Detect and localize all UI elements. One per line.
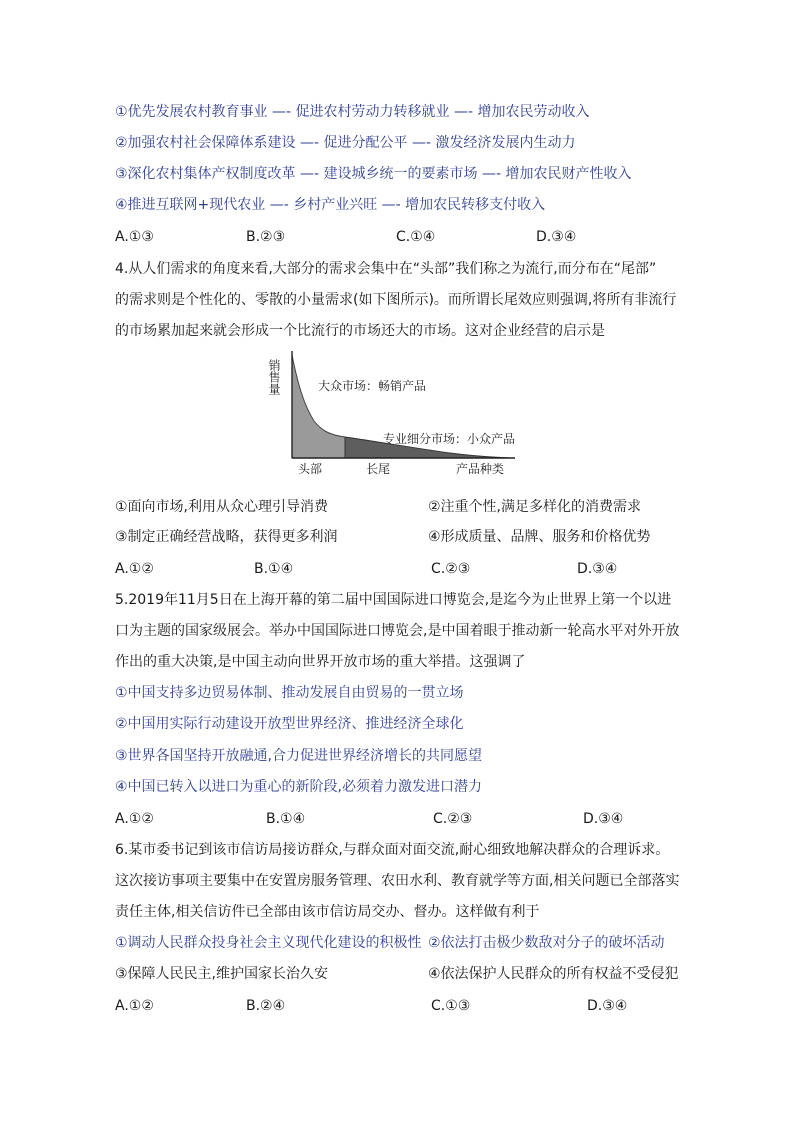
q6-answer-a[interactable]: A.①②: [115, 998, 154, 1014]
q6-stem-line-3: 责任主体,相关信访件已全部由该市信访局交办、督办。这样做有利于: [115, 904, 540, 920]
q5-answer-row: [115, 809, 695, 829]
q5-option-3: ③世界各国坚持开放融通,合力促进世界经济增长的共同愿望: [115, 748, 482, 764]
q5-option-4: ④中国已转入以进口为重心的新阶段,必须着力激发进口潜力: [115, 779, 482, 795]
q4-option-3: ③制定正确经营战略，获得更多利润: [115, 529, 338, 545]
long-tail-chart: [267, 345, 530, 480]
q5-answer-d[interactable]: D.③④: [583, 811, 624, 827]
q4-answer-c[interactable]: C.②③: [431, 561, 471, 577]
q3-option-1: ①优先发展农村教育事业 —- 促进农村劳动力转移就业 —- 增加农民劳动收入: [115, 104, 590, 120]
q6-answer-b[interactable]: B.②④: [246, 998, 286, 1014]
q4-answer-d[interactable]: D.③④: [577, 561, 618, 577]
q5-option-2: ②中国用实际行动建设开放型世界经济、推进经济全球化: [115, 716, 464, 732]
q5-answer-c[interactable]: C.②③: [433, 811, 473, 827]
q3-answer-d[interactable]: D.③④: [536, 229, 577, 245]
q4-answer-row: [115, 559, 695, 579]
q6-answer-d[interactable]: D.③④: [587, 998, 628, 1014]
q3-answer-b[interactable]: B.②③: [246, 229, 286, 245]
q4-option-1: ①面向市场,利用从众心理引导消费: [115, 499, 329, 515]
q3-option-4: ④推进互联网+现代农业 —- 乡村产业兴旺 —- 增加农民转移支付收入: [115, 197, 546, 213]
q6-option-4: ④依法保护人民群众的所有权益不受侵犯: [428, 966, 679, 982]
q3-option-3: ③深化农村集体产权制度改革 —- 建设城乡统一的要素市场 —- 增加农民财产性收入: [115, 166, 632, 182]
q4-answer-a[interactable]: A.①②: [115, 561, 154, 577]
q6-stem-line-1: 6.某市委书记到该市信访局接访群众,与群众面对面交流,耐心细致地解决群众的合理诉求。: [115, 842, 670, 858]
q5-stem-line-1: 5.2019年11月5日在上海开幕的第二届中国国际进口博览会,是迄今为止世界上第一个以进: [115, 592, 672, 608]
annotation-tail: 专业细分市场：小众产品: [383, 432, 516, 446]
x-axis-label: 产品种类: [456, 462, 505, 476]
annotation-head: 大众市场：畅销产品: [318, 379, 427, 393]
q6-option-3: ③保障人民民主,维护国家长治久安: [115, 966, 329, 982]
q3-answer-row: [115, 227, 695, 247]
q3-answer-a[interactable]: A.①③: [115, 229, 154, 245]
x-label-head: 头部: [298, 462, 323, 476]
q3-option-2: ②加强农村社会保障体系建设 —- 促进分配公平 —- 激发经济发展内生动力: [115, 135, 576, 151]
q4-stem-line-3: 的市场累加起来就会形成一个比流行的市场还大的市场。这对企业经营的启示是: [115, 323, 605, 339]
q4-stem-line-1: 4.从人们需求的角度来看,大部分的需求会集中在“头部”我们称之为流行,而分布在“尾部”: [115, 261, 657, 277]
q6-option-1: ①调动人民群众投身社会主义现代化建设的积极性: [115, 935, 422, 951]
y-axis-label: 销售量: [267, 359, 281, 395]
q6-answer-c[interactable]: C.①③: [431, 998, 471, 1014]
head-area: [292, 355, 345, 458]
q5-answer-b[interactable]: B.①④: [266, 811, 306, 827]
q5-answer-a[interactable]: A.①②: [115, 811, 154, 827]
q4-answer-b[interactable]: B.①④: [254, 561, 294, 577]
q5-stem-line-2: 口为主题的国家级展会。举办中国国际进口博览会,是中国着眼于推动新一轮高水平对外开放: [115, 623, 680, 639]
q5-option-1: ①中国支持多边贸易体制、推动发展自由贸易的一贯立场: [115, 685, 464, 701]
q3-answer-c[interactable]: C.①④: [396, 229, 436, 245]
q6-option-2: ②依法打击极少数敌对分子的破坏活动: [428, 935, 665, 951]
q5-stem-line-3: 作出的重大决策,是中国主动向世界开放市场的重大举措。这强调了: [115, 654, 526, 670]
q4-option-4: ④形成质量、品牌、服务和价格优势: [428, 529, 651, 545]
x-label-tail: 长尾: [366, 462, 391, 476]
q4-stem-line-2: 的需求则是个性化的、零散的小量需求(如下图所示)。而所谓长尾效应则强调,将所有非流行: [115, 292, 677, 308]
q4-option-2: ②注重个性,满足多样化的消费需求: [428, 499, 642, 515]
q6-answer-row: [115, 996, 695, 1016]
q6-stem-line-2: 这次接访事项主要集中在安置房服务管理、农田水利、教育就学等方面,相关问题已全部落实: [115, 873, 680, 889]
